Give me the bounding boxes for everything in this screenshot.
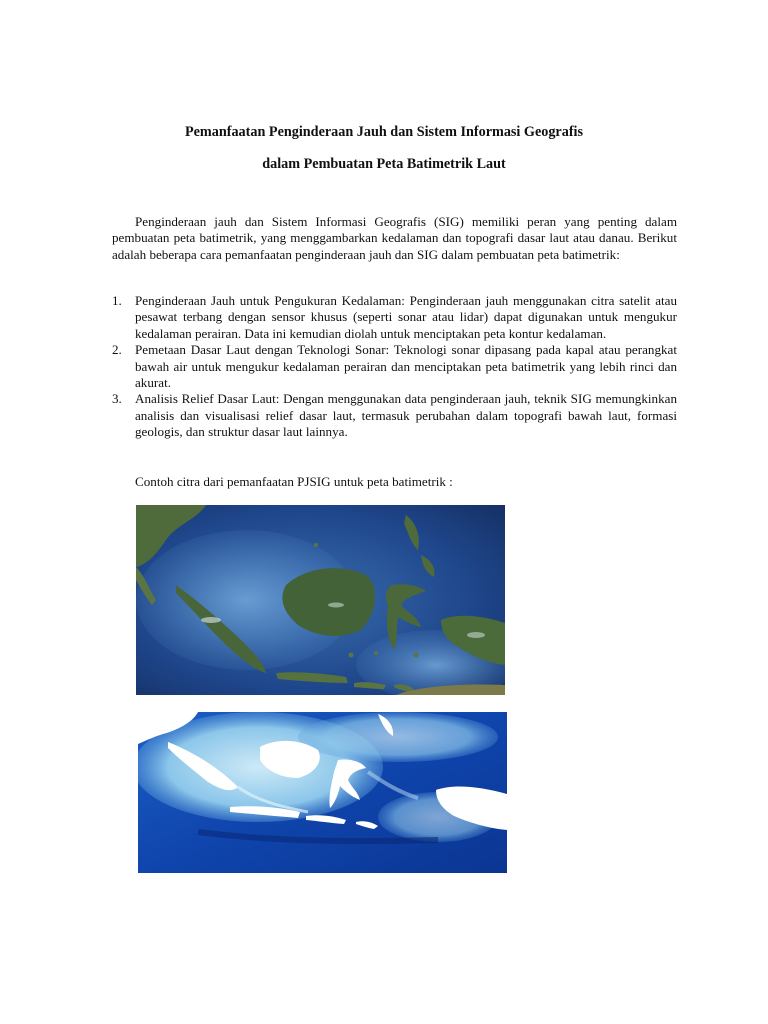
document-title-line-1: Pemanfaatan Penginderaan Jauh dan Sistem Informasi Geografis [184, 124, 584, 140]
document-title-line-2: dalam Pembuatan Peta Batimetrik Laut [262, 156, 506, 172]
satellite-map-graphic [136, 505, 505, 695]
bathymetry-image [138, 712, 507, 873]
list-item-number: 1. [112, 293, 122, 308]
intro-paragraph: Penginderaan jauh dan Sistem Informasi Geografis (SIG) memiliki peran yang penting dalam pembuatan peta batimetrik, yang menggambarkan kedalaman dan topografi dasar laut atau danau. Berikut adalah beberapa cara pemanfaatan penginderaan jauh dan SIG dalam pembuatan peta batimetrik: [112, 214, 677, 262]
list-item-number: 3. [112, 391, 122, 407]
bathymetry-map-graphic [138, 712, 507, 873]
example-caption: Contoh citra dari pemanfaatan PJSIG untuk peta batimetrik : [135, 474, 453, 489]
list-item [112, 391, 677, 440]
list-item [112, 342, 677, 391]
list-item-text: Penginderaan Jauh untuk Pengukuran Kedalaman: Penginderaan jauh menggunakan citra satelit atau pesawat terbang dengan sensor khusus (seperti sonar atau lidar) dapat digunakan untuk mengukur kedalaman perairan. Data ini kemudian diolah untuk menciptakan peta kontur kedalaman. [135, 293, 677, 341]
list-item [112, 293, 677, 342]
methods-list [112, 293, 677, 441]
list-item-number: 2. [112, 342, 122, 358]
satellite-image [136, 505, 505, 695]
list-item-text: Analisis Relief Dasar Laut: Dengan menggunakan data penginderaan jauh, teknik SIG memungkinkan analisis dan visualisasi relief dasar laut, termasuk perubahan dalam topografi bawah laut, formasi geologis, dan struktur dasar laut lainnya. [135, 391, 677, 440]
list-item-text: Pemetaan Dasar Laut dengan Teknologi Sonar: Teknologi sonar dipasang pada kapal atau perangkat bawah air untuk mengukur kedalaman perairan dan menciptakan peta batimetrik yang lebih rinci dan akurat. [135, 342, 677, 391]
